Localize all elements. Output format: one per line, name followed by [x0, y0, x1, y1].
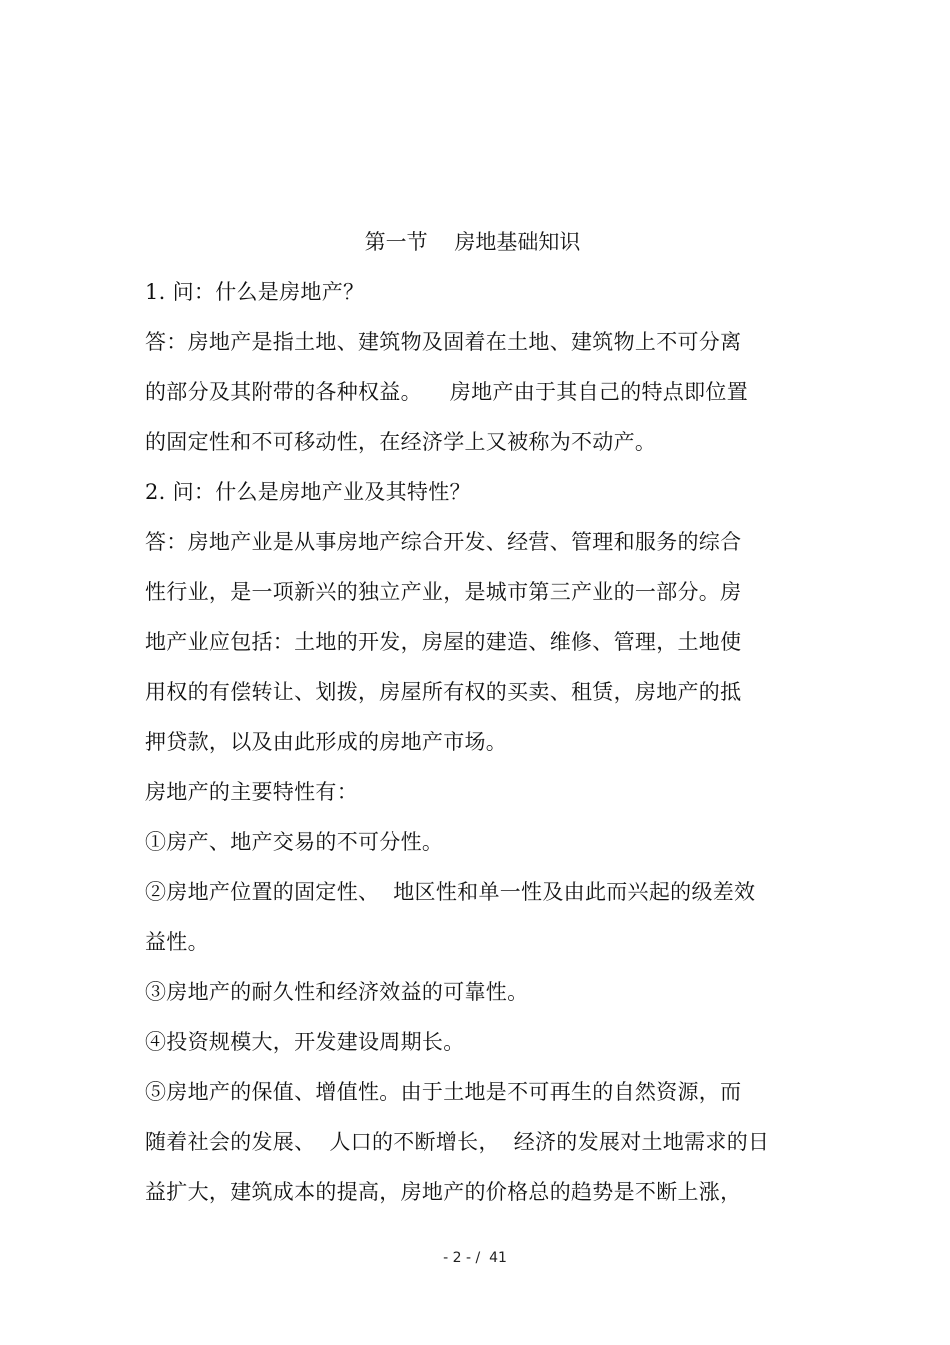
- text-line: 房地产的主要特性有：: [145, 780, 358, 804]
- text-line: ④投资规模大，开发建设周期长。: [145, 1030, 465, 1054]
- body-text: [145, 276, 805, 1226]
- text-line: 押贷款，以及由此形成的房地产市场。: [145, 730, 508, 754]
- text-line: 的固定性和不可移动性，在经济学上又被称为不动产。: [145, 430, 657, 454]
- text-line: ③房地产的耐久性和经济效益的可靠性。: [145, 980, 529, 1004]
- text-line: 地产业应包括：土地的开发，房屋的建造、维修、管理，土地使: [145, 630, 742, 654]
- text-line: ⑤房地产的保值、增值性。由于土地是不可再生的自然资源，而: [145, 1080, 742, 1104]
- text-line: 性行业，是一项新兴的独立产业，是城市第三产业的一部分。房: [145, 580, 742, 604]
- text-line: 益扩大，建筑成本的提高，房地产的价格总的趋势是不断上涨，: [145, 1180, 742, 1204]
- text-line: 2. 问：什么是房地产业及其特性？: [145, 480, 471, 504]
- text-line: 随着社会的发展、 人口的不断增长， 经济的发展对土地需求的日: [145, 1130, 770, 1154]
- page-number: - 2 - / 41: [443, 1250, 507, 1266]
- text-line: ②房地产位置的固定性、 地区性和单一性及由此而兴起的级差效: [145, 880, 756, 904]
- text-line: 用权的有偿转让、划拨，房屋所有权的买卖、租赁，房地产的抵: [145, 680, 742, 704]
- text-line: 答：房地产是指土地、建筑物及固着在土地、建筑物上不可分离: [145, 330, 742, 354]
- text-line: 答：房地产业是从事房地产综合开发、经营、管理和服务的综合: [145, 530, 742, 554]
- text-line: 益性。: [145, 930, 209, 954]
- section-title: 第一节 房地基础知识: [364, 230, 581, 254]
- text-line: 的部分及其附带的各种权益。 房地产由于其自己的特点即位置: [145, 380, 748, 404]
- text-line: ①房产、地产交易的不可分性。: [145, 830, 444, 854]
- text-line: 1. 问：什么是房地产？: [145, 280, 365, 304]
